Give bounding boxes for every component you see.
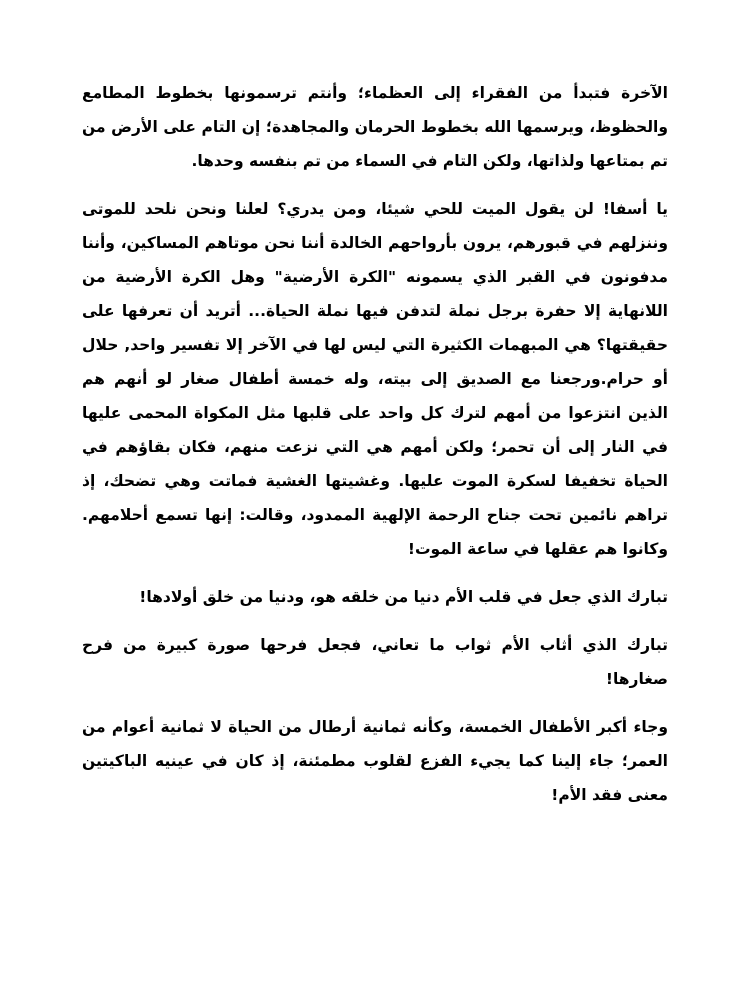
paragraph-1: الآخرة فتبدأ من الفقراء إلى العظماء؛ وأنتم ترسمونها بخطوط المطامع والحظوظ، ويرسمها الله بخطوط الحرمان والمجاهدة؛ إن التام على الأرض من تم بمتاعها ولذاتها، ولكن التام في السماء من تم بنفسه وحدها. [82, 84, 668, 170]
paragraph-2: يا أسفا! لن يقول الميت للحي شيئا، ومن يدري؟ لعلنا ونحن نلحد للموتى وننزلهم في قبورهم، يرون بأرواحهم الخالدة أننا نحن موتاهم المساكين، وأننا مدفونون في القبر الذي يسمونه "الكرة الأرضية" وهل الكرة الأرضية من اللانهاية إلا حفرة برجل نملة لتدفن فيها نملة الحياة... أتريد أن تعرفها على حقيقتها؟ هي المبهمات الكثيرة التي ليس لها في الآخر إلا تفسير واحد, حلال أو حرام.ورجعنا مع الصديق إلى بيته، وله خمسة أطفال صغار لو أنهم هم الذين انتزعوا من أمهم لترك كل واحد على قلبها مثل المكواة المحمى عليها في النار إلى أن تحمر؛ ولكن أمهم هي التي نزعت منهم، فكان بقاؤهم في الحياة تخفيفا لسكرة الموت عليها. وغشيتها الغشية فماتت وهي تضحك، إذ تراهم نائمين تحت جناح الرحمة الإلهية الممدود، وقالت: إنها تسمع أحلامهم. وكانوا هم عقلها في ساعة الموت! [82, 200, 668, 558]
paragraph-5: وجاء أكبر الأطفال الخمسة، وكأنه ثمانية أرطال من الحياة لا ثمانية أعوام من العمر؛ جاء إلينا كما يجيء الفزع لقلوب مطمئنة، إذ كان في عينيه الباكيتين معنى فقد الأم! [82, 718, 668, 804]
document-page [82, 76, 668, 812]
paragraph-4: تبارك الذي أثاب الأم ثواب ما تعاني، فجعل فرحها صورة كبيرة من فرح صغارها! [82, 636, 668, 688]
paragraph-3: تبارك الذي جعل في قلب الأم دنيا من خلقه هو، ودنيا من خلق أولادها! [139, 588, 668, 606]
